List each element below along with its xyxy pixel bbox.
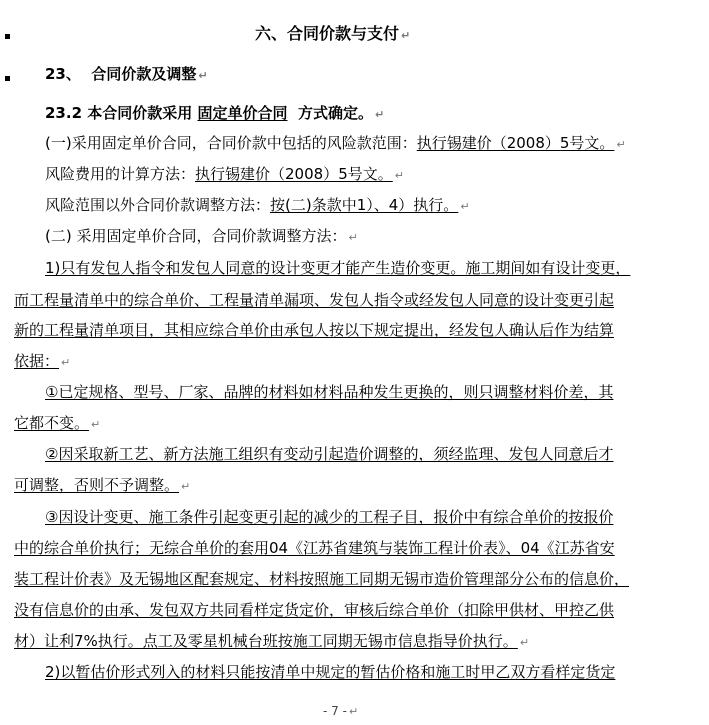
item-1-line-3: 新的工程量清单项目，其相应综合单价由承包人按以下规定提出，经发包人确认后作为结算 [14, 321, 615, 339]
item-1-line-4: 依据： ↵ [14, 352, 71, 370]
clause-heading-23: 23、 合同价款及调整 ↵ [45, 65, 208, 83]
sub-item-3-line-3: 装工程计价表》及无锡地区配套规定、材料按照施工同期无锡市造价管理部分公布的信息价， [14, 570, 630, 588]
section-title: 六、合同价款与支付 ↵ [255, 24, 411, 43]
page-number: - 7 - ↵ [323, 704, 359, 718]
list-bullet [5, 76, 10, 81]
sub-item-1-line-2: 它都不变。 ↵ [14, 414, 101, 432]
sub-item-2-line-2: 可调整，否则不予调整。 ↵ [14, 476, 191, 494]
risk-scope-line: (一)采用固定单价合同，合同价款中包括的风险款范围：执行锡建价（2008）5号文。 ↵ [45, 134, 626, 152]
item-2-line-1: 2)以暂估价形式列入的材料只能按清单中规定的暂估价格和施工时甲乙双方看样定货定 [45, 663, 616, 681]
previous-page-remnant [12, 0, 412, 6]
risk-cost-method-line: 风险费用的计算方法：执行锡建价（2008）5号文。 ↵ [45, 165, 404, 183]
sub-item-3-line-2: 中的综合单价执行；无综合单价的套用04《江苏省建筑与装饰工程计价表》、04《江苏省安 [14, 539, 615, 557]
sub-item-3-line-4: 没有信息价的由承、发包双方共同看样定货定价，审核后综合单价（扣除甲供材、甲控乙供 [14, 601, 615, 619]
sub-item-3-line-5: 材）让利7%执行。点工及零星机械台班按施工同期无锡市信息指导价执行。 ↵ [14, 632, 530, 650]
list-bullet [5, 34, 10, 39]
clause-23-2: 23.2 本合同价款采用 固定单价合同 方式确定。 ↵ [45, 104, 385, 122]
sub-item-1-line-1: ①已定规格、型号、厂家、品牌的材料如材料品种发生更换的，则只调整材料价差，其 [45, 383, 614, 401]
sub-item-2-line-1: ②因采取新工艺、新方法施工组织有变动引起造价调整的，须经监理、发包人同意后才 [45, 445, 614, 463]
pricing-method: 固定单价合同 [197, 104, 288, 122]
item-1-line-2: 而工程量清单中的综合单价、工程量清单漏项、发包人指令或经发包人同意的设计变更引起 [14, 291, 615, 309]
adjustment-method-heading: (二) 采用固定单价合同，合同价款调整方法： ↵ [45, 227, 358, 245]
sub-item-3-line-1: ③因设计变更、施工条件引起变更引起的减少的工程子目，报价中有综合单价的按报价 [45, 508, 614, 526]
out-of-risk-adjustment-line: 风险范围以外合同价款调整方法：按(二)条款中1）、4）执行。 ↵ [45, 196, 470, 214]
item-1-line-1: 1)只有发包人指令和发包人同意的设计变更才能产生造价变更。施工期间如有设计变更， [45, 259, 631, 277]
